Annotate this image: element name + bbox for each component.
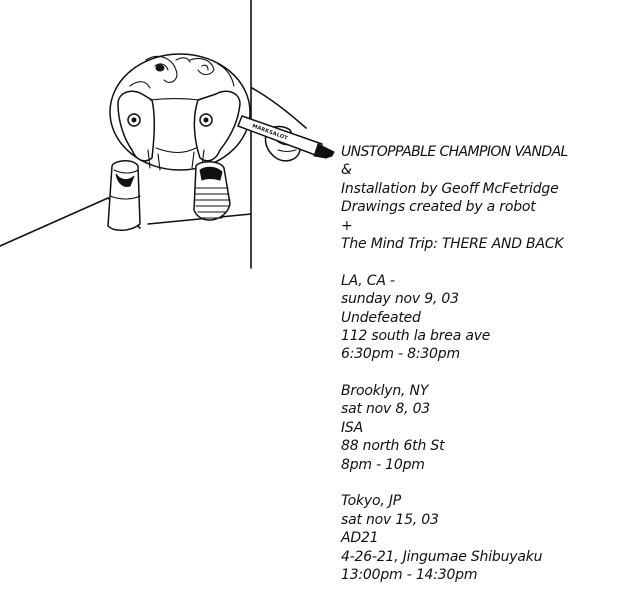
- spacer: [341, 474, 615, 492]
- event-la: [341, 272, 615, 364]
- event-time: 6:30pm - 8:30pm: [341, 346, 460, 363]
- spacer: [341, 364, 615, 382]
- event-date: sat nov 15, 03: [341, 511, 439, 528]
- event-city: Tokyo, JP: [341, 493, 402, 510]
- event-brooklyn: [341, 382, 615, 474]
- headline-plus: +: [341, 217, 353, 234]
- headline-installation: Installation by Geoff McFetridge: [341, 180, 559, 197]
- headline-ampersand: &: [341, 162, 352, 179]
- event-time: 13:00pm - 14:30pm: [341, 566, 478, 583]
- robot-illustration: [0, 0, 340, 280]
- event-city: Brooklyn, NY: [341, 383, 429, 400]
- event-city: LA, CA -: [341, 272, 395, 289]
- robot-left-leg: [108, 161, 140, 231]
- marker-brand-label: MARKSALOT: [251, 123, 289, 142]
- event-date: sunday nov 9, 03: [341, 291, 459, 308]
- event-address: 88 north 6th St: [341, 438, 445, 455]
- headline-drawings: Drawings created by a robot: [341, 199, 536, 216]
- headline-mind-trip: The Mind Trip: THERE AND BACK: [341, 235, 564, 252]
- spacer: [341, 253, 615, 271]
- event-venue: Undefeated: [341, 309, 421, 326]
- event-venue: ISA: [341, 419, 363, 436]
- event-address: 112 south la brea ave: [341, 327, 491, 344]
- event-tokyo: [341, 492, 615, 584]
- event-flyer-text: [341, 143, 615, 584]
- robot-right-leg: [194, 162, 230, 220]
- event-time: 8pm - 10pm: [341, 456, 425, 473]
- event-date: sat nov 8, 03: [341, 401, 431, 418]
- headline-title: UNSTOPPABLE CHAMPION VANDAL: [341, 144, 568, 160]
- event-venue: AD21: [341, 530, 379, 547]
- event-address: 4-26-21, Jingumae Shibuyaku: [341, 548, 543, 565]
- robot-body: [110, 54, 250, 170]
